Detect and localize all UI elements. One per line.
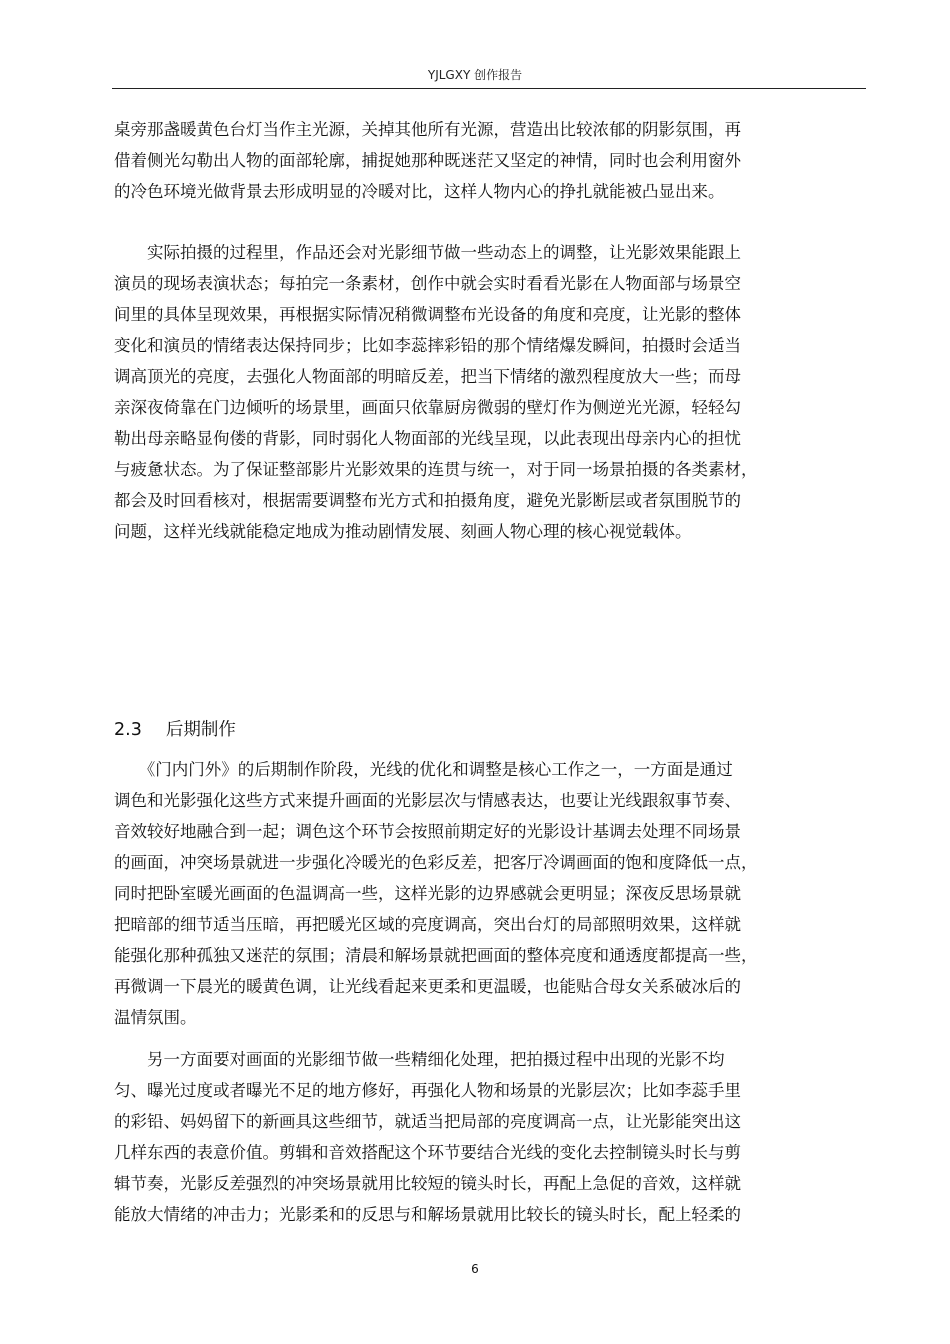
- text-line: 能放大情绪的冲击力；光影柔和的反思与和解场景就用比较长的镜头时长，配上轻柔的: [114, 1205, 741, 1224]
- text-line: 与疲惫状态。为了保证整部影片光影效果的连贯与统一，对于同一场景拍摄的各类素材，: [114, 460, 758, 479]
- text-line: 亲深夜倚靠在门边倾听的场景里，画面只依靠厨房微弱的壁灯作为侧逆光光源，轻轻勾: [114, 398, 741, 417]
- header-divider: [112, 88, 866, 89]
- text-line: 桌旁那盏暖黄色台灯当作主光源，关掉其他所有光源，营造出比较浓郁的阴影氛围，再: [114, 120, 741, 139]
- text-line: 《门内门外》的后期制作阶段，光线的优化和调整是核心工作之一，一方面是通过: [114, 760, 733, 779]
- text-line: 调色和光影强化这些方式来提升画面的光影层次与情感表达，也要让光线跟叙事节奏、: [114, 791, 741, 810]
- text-line: 间里的具体呈现效果，再根据实际情况稍微调整布光设备的角度和亮度，让光影的整体: [114, 305, 741, 324]
- text-line: 的彩铅、妈妈留下的新画具这些细节，就适当把局部的亮度调高一点，让光影能突出这: [114, 1112, 741, 1131]
- text-line: 的画面，冲突场景就进一步强化冷暖光的色彩反差，把客厅冷调画面的饱和度降低一点，: [114, 853, 758, 872]
- text-line: 另一方面要对画面的光影细节做一些精细化处理，把拍摄过程中出现的光影不均: [114, 1050, 725, 1069]
- text-line: 同时把卧室暖光画面的色温调高一些，这样光影的边界感就会更明显；深夜反思场景就: [114, 884, 741, 903]
- section-heading: [114, 716, 236, 741]
- section-title: 后期制作: [165, 720, 236, 740]
- text-line: 实际拍摄的过程里，作品还会对光影细节做一些动态上的调整，让光影效果能跟上: [114, 243, 741, 262]
- text-line: 都会及时回看核对，根据需要调整布光方式和拍摄角度，避免光影断层或者氛围脱节的: [114, 491, 741, 510]
- paragraph-2: [114, 237, 758, 547]
- text-line: 演员的现场表演状态；每拍完一条素材，创作中就会实时看看光影在人物面部与场景空: [114, 274, 741, 293]
- text-line: 几样东西的表意价值。剪辑和音效搭配这个环节要结合光线的变化去控制镜头时长与剪: [114, 1143, 741, 1162]
- text-line: 变化和演员的情绪表达保持同步；比如李蕊摔彩铅的那个情绪爆发瞬间，拍摄时会适当: [114, 336, 741, 355]
- text-line: 再微调一下晨光的暖黄色调，让光线看起来更柔和更温暖，也能贴合母女关系破冰后的: [114, 977, 741, 996]
- section-number: 2.3: [114, 720, 142, 740]
- text-line: 能强化那种孤独又迷茫的氛围；清晨和解场景就把画面的整体亮度和通透度都提高一些，: [114, 946, 758, 965]
- text-line: 的冷色环境光做背景去形成明显的冷暖对比，这样人物内心的挣扎就能被凸显出来。: [114, 182, 725, 201]
- page-number: 6: [471, 1262, 479, 1276]
- text-line: 音效较好地融合到一起；调色这个环节会按照前期定好的光影设计基调去处理不同场景: [114, 822, 741, 841]
- text-line: 把暗部的细节适当压暗，再把暖光区域的亮度调高，突出台灯的局部照明效果，这样就: [114, 915, 741, 934]
- paragraph-4: [114, 1044, 741, 1230]
- paragraph-3: [114, 754, 758, 1033]
- paragraph-1: [114, 114, 741, 207]
- text-line: 匀、曝光过度或者曝光不足的地方修好，再强化人物和场景的光影层次；比如李蕊手里: [114, 1081, 741, 1100]
- page-header-title: YJLGXY 创作报告: [427, 68, 523, 82]
- text-line: 辑节奏，光影反差强烈的冲突场景就用比较短的镜头时长，再配上急促的音效，这样就: [114, 1174, 741, 1193]
- text-line: 借着侧光勾勒出人物的面部轮廓，捕捉她那种既迷茫又坚定的神情，同时也会利用窗外: [114, 151, 741, 170]
- text-line: 勒出母亲略显佝偻的背影，同时弱化人物面部的光线呈现，以此表现出母亲内心的担忧: [114, 429, 741, 448]
- text-line: 调高顶光的亮度，去强化人物面部的明暗反差，把当下情绪的激烈程度放大一些；而母: [114, 367, 741, 386]
- text-line: 温情氛围。: [114, 1008, 197, 1027]
- text-line: 问题，这样光线就能稳定地成为推动剧情发展、刻画人物心理的核心视觉载体。: [114, 522, 692, 541]
